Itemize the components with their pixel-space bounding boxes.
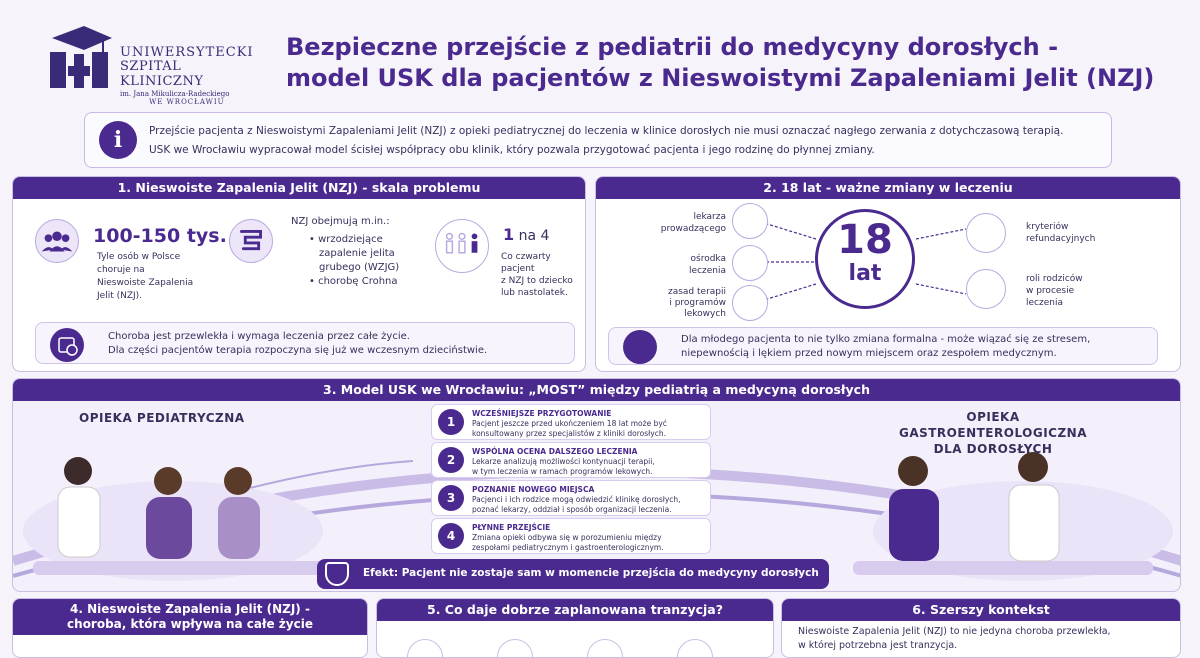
intro-line-2: USK we Wrocławiu wypracował model ścisłej współpracy obu klinik, który pozwala przygotować pacjenta i jego rodzinę do płynnej zmiany. [149, 144, 875, 156]
stat-value: 100-150 tys. [93, 225, 227, 247]
section-1-note-line-2: Dla części pacjentów terapia rozpoczyna się już we wczesnym dzieciństwie. [108, 345, 488, 356]
age-word: lat [848, 261, 882, 286]
section-4-panel [12, 598, 368, 658]
shield-icon [325, 562, 349, 586]
effect-banner [317, 559, 829, 589]
section-1-header: 1. Nieswoiste Zapalenia Jelit (NZJ) - skala problemu [13, 177, 585, 199]
right-item-parents: roli rodziców w procesie leczenia [1026, 274, 1083, 308]
section-5-header: 5. Co daje dobrze zaplanowana tranzycja? [377, 599, 773, 621]
age-number: 18 [837, 217, 893, 263]
ratio-value: 1 na 4 [503, 225, 550, 244]
section-6-text: Nieswoiste Zapalenia Jelit (NZJ) to nie jedyna choroba przewlekła, w której potrzebna jest tranzycja. [798, 626, 1111, 651]
left-item-therapy: zasad terapii i programów lekowych [667, 287, 726, 319]
step-1: 1 WCZEŚNIEJSZE PRZYGOTOWANIE Pacjent jeszcze przed ukończeniem 18 lat może być konsultowany przez specjalistów z kliniki dorosłych. [431, 404, 711, 440]
section-2-note-line-1: Dla młodego pacjenta to nie tylko zmiana formalna - może wiązać się ze stresem, [681, 334, 1091, 345]
age-circle [815, 209, 915, 309]
logo-emblem-icon [46, 22, 112, 94]
logo-line-3: im. Jana Mikulicza-Radeckiego [120, 89, 230, 98]
section-2-note [608, 327, 1158, 365]
logo-line-4: WE WROCŁAWIU [149, 97, 225, 106]
benefit-icon-4 [677, 639, 713, 658]
step-4: 4 PŁYNNE PRZEJŚCIE Zmiana opieki odbywa się w porozumieniu między zespołami pediatrycznym i gastroenterologicznym. [431, 518, 711, 554]
section-3-panel [12, 378, 1181, 592]
doctor-icon [732, 203, 768, 239]
section-1-panel [12, 176, 586, 372]
left-item-center: ośrodka leczenia [689, 254, 726, 276]
section-2-panel [595, 176, 1181, 372]
benefit-icon-3 [587, 639, 623, 658]
stat-description: Tyle osób w Polsce choruje na Nieswoiste Zapalenia Jelit (NZJ). [97, 252, 194, 301]
clipboard-icon [732, 285, 768, 321]
section-6-header: 6. Szerszy kontekst [782, 599, 1180, 621]
hospital-icon [732, 245, 768, 281]
benefit-icon-1 [407, 639, 443, 658]
benefit-icon-2 [497, 639, 533, 658]
intestine-icon [229, 219, 273, 263]
adult-care-label: OPIEKA GASTROENTEROLOGICZNA DLA DOROSŁYCH [898, 410, 1088, 456]
pediatric-care-label: OPIEKA PEDIATRYCZNA [79, 411, 245, 425]
step-2: 2 WSPÓLNA OCENA DALSZEGO LECZENIA Lekarze analizują możliwości kontynuacji terapii, w tym leczenia w ramach programów lekowych. [431, 442, 711, 478]
section-3-header: 3. Model USK we Wrocławiu: „MOST” między pediatrią a medycyną dorosłych [13, 379, 1180, 401]
section-2-header: 2. 18 lat - ważne zmiany w leczeniu [596, 177, 1180, 199]
left-item-doctor: lekarza prowadzącego [660, 212, 726, 234]
intro-box [84, 112, 1112, 168]
people-group-icon [35, 219, 79, 263]
includes-list: • wrzodziejące zapalenie jelita grubego (WZJG) • chorobę Crohna [309, 234, 400, 287]
logo-line-2: SZPITAL KLINICZNY [120, 59, 204, 89]
section-5-panel [376, 598, 774, 658]
brain-head-icon [623, 330, 657, 364]
section-4-header: 4. Nieswoiste Zapalenia Jelit (NZJ) - choroba, która wpływa na całe życie [13, 599, 367, 635]
section-6-panel [781, 598, 1181, 658]
title-line-1: Bezpieczne przejście z pediatrii do medycyny dorosłych - [286, 33, 1059, 61]
section-1-note [35, 322, 575, 364]
section-2-note-line-2: niepewnością i lękiem przed nowym miejscem oraz zespołem medycznym. [681, 348, 1057, 359]
logo-line-1: UNIWERSYTECKI [120, 45, 254, 60]
includes-title: NZJ obejmują m.in.: [291, 216, 390, 227]
section-1-note-line-1: Choroba jest przewlekła i wymaga leczenia przez całe życie. [108, 331, 410, 342]
step-3: 3 POZNANIE NOWEGO MIEJSCA Pacjenci i ich rodzice mogą odwiedzić klinikę dorosłych, poznać lekarzy, oddział i sposób organizacji leczenia. [431, 480, 711, 516]
calendar-clock-icon [50, 328, 84, 362]
right-item-refund: kryteriów refundacyjnych [1026, 222, 1096, 244]
info-icon: i [99, 121, 137, 159]
ratio-description: Co czwarty pacjent z NZJ to dziecko lub nastolatek. [501, 252, 573, 298]
intro-line-1: Przejście pacjenta z Nieswoistymi Zapaleniami Jelit (NZJ) z opieki pediatrycznej do leczenia w klinice dorosłych nie musi oznaczać nagłego zerwania z dotychczasową terapią. [149, 125, 1064, 137]
effect-text: Efekt: Pacjent nie zostaje sam w momencie przejścia do medycyny dorosłych [363, 567, 819, 579]
hospital-logo [46, 20, 254, 106]
shield-check-icon [966, 213, 1006, 253]
family-icon [966, 269, 1006, 309]
page-title [286, 32, 1186, 94]
title-line-2: model USK dla pacjentów z Nieswoistymi Zapaleniami Jelit (NZJ) [286, 64, 1155, 92]
child-ratio-icon [435, 219, 489, 273]
